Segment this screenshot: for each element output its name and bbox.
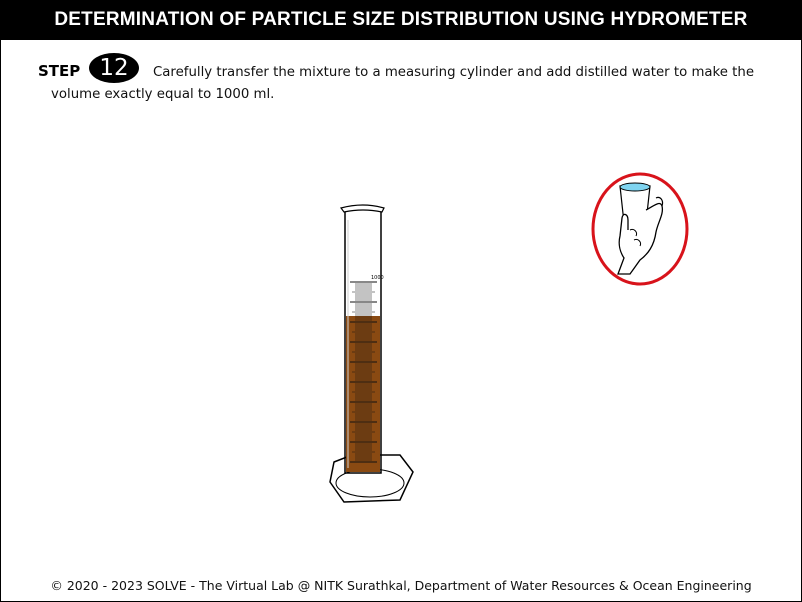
step-number-badge: 12 (89, 53, 139, 83)
hand-holding-beaker-tool[interactable] (590, 170, 694, 290)
step-label: STEP (38, 62, 81, 80)
footer-copyright: © 2020 - 2023 SOLVE - The Virtual Lab @ NITK Surathkal, Department of Water Resources & Ocean Engineering (50, 578, 752, 593)
page-title: DETERMINATION OF PARTICLE SIZE DISTRIBUTION USING HYDROMETER (0, 0, 802, 40)
measuring-cylinder[interactable] (320, 200, 420, 510)
cylinder-lip (341, 205, 384, 212)
cylinder-top-mark: 1000 (371, 275, 384, 281)
step-instruction: Carefully transfer the mixture to a measuring cylinder and add distilled water to make the volume exactly equal to 1000 ml. (51, 65, 755, 102)
